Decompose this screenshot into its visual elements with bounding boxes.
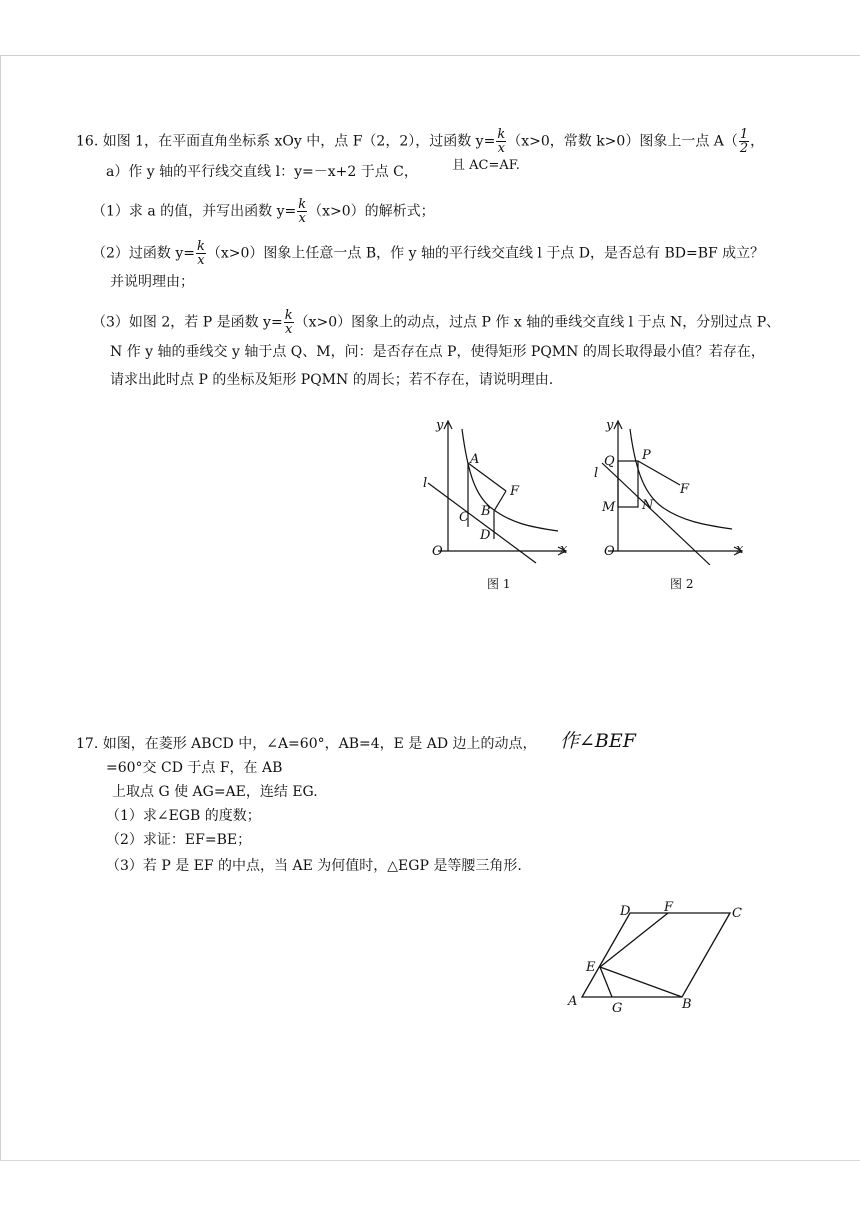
label-F: F: [680, 482, 690, 497]
fraction-k-over-x: $\frac{k}{x}$: [284, 308, 293, 337]
q17-line2: =60°交 CD 于点 F，在 AB: [106, 760, 283, 776]
q17-part2: （2）求证：EF=BE；: [106, 832, 252, 848]
label-C: C: [459, 510, 469, 525]
label-x: x: [560, 542, 568, 557]
q17-part3: （3）若 P 是 EF 的中点，当 AE 为何值时，△EGP 是等腰三角形.: [106, 858, 522, 874]
q16-part1: （1）求 a 的值，并写出函数 y= $\frac{k}{x}$ （x>0）的解析式；: [92, 197, 435, 226]
label-B: B: [682, 997, 692, 1012]
q16-figure2: [592, 415, 752, 565]
rectangle-PQMN: [618, 461, 638, 507]
q16-text: 如图 1，在平面直角坐标系 xOy 中，点 F（2，2），过函数 y=: [102, 133, 496, 150]
label-D: D: [480, 528, 491, 543]
label-M: M: [602, 500, 616, 515]
left-border: [0, 55, 1, 1160]
fraction-k-over-x: $\frac{k}{x}$: [298, 197, 307, 226]
label-O: O: [432, 544, 443, 559]
top-border: [0, 55, 860, 56]
segment-FB: [494, 491, 506, 511]
q16-part3-cont1: N 作 y 轴的垂线交 y 轴于点 Q、M，问：是否存在点 P，使得矩形 PQMN 的周长取得最小值？若存在，: [110, 344, 765, 360]
label-A: A: [568, 994, 578, 1009]
label-Q: Q: [604, 454, 615, 469]
label-D: D: [620, 904, 631, 919]
hyperbola-curve: [630, 429, 732, 529]
q16-part2: （2）过函数 y= $\frac{k}{x}$ （x>0）图象上任意一点 B，作 y 轴的平行线交直线 l 于点 D，是否总有 BD=BF 成立？: [92, 239, 765, 268]
q16-part2-cont: 并说明理由；: [110, 274, 194, 290]
label-x: x: [736, 542, 744, 557]
label-F: F: [664, 900, 674, 915]
segment-EF: [600, 913, 668, 967]
figure1-caption: 图 1: [487, 577, 511, 591]
q16-number: 16.: [76, 133, 99, 150]
q17-line1-large: 作∠BEF: [560, 730, 636, 752]
q16-part3: （3）如图 2，若 P 是函数 y= $\frac{k}{x}$ （x>0）图象上的动点，过点 P 作 x 轴的垂线交直线 l 于点 N，分别过点 P、: [92, 308, 781, 337]
label-y: y: [606, 418, 614, 433]
q17-line1: 17. 如图，在菱形 ABCD 中，∠A=60°，AB=4，E 是 AD 边上的动点，: [76, 736, 537, 752]
label-l: l: [423, 476, 428, 491]
fraction-k-over-x: $\frac{k}{x}$: [197, 239, 205, 268]
q16-figure1: [418, 415, 578, 565]
segment-EB: [600, 967, 682, 997]
label-C: C: [732, 906, 742, 921]
label-G: G: [612, 1001, 623, 1016]
label-O: O: [604, 544, 615, 559]
segment-PF: [638, 461, 680, 485]
q17-line3: 上取点 G 使 AG=AE，连结 EG.: [112, 784, 318, 800]
hyperbola-curve: [462, 429, 558, 531]
q16-line2: a）作 y 轴的平行线交直线 l：y=－x+2 于点 C，: [106, 164, 418, 180]
q17-number: 17.: [76, 736, 99, 752]
rhombus-ABCD: [582, 913, 730, 997]
q17-rhombus-figure: [560, 895, 760, 1020]
label-E: E: [586, 960, 596, 975]
fraction-one-half: $\frac{1}{2}$: [739, 127, 749, 156]
q16-text: （x>0，常数 k>0）图象上一点 A（: [507, 133, 738, 150]
label-A: A: [470, 452, 480, 467]
label-N: N: [642, 498, 654, 513]
fraction-k-over-x: $\frac{k}{x}$: [497, 127, 506, 156]
label-l: l: [594, 466, 599, 481]
figure2-caption: 图 2: [670, 577, 694, 591]
q16-line2b: 且 AC=AF.: [452, 158, 520, 173]
segment-EG: [600, 967, 612, 997]
q16-line1: 16. 如图 1，在平面直角坐标系 xOy 中，点 F（2，2），过函数 y= $\frac{k}{x}$ （x>0，常数 k>0）图象上一点 A（ $\frac{1}{2}$ ，: [76, 127, 765, 156]
segment-AF: [468, 463, 506, 491]
label-F: F: [510, 484, 520, 499]
q17-part1: （1）求∠EGB 的度数；: [106, 808, 261, 824]
bottom-border: [0, 1160, 860, 1161]
label-y: y: [436, 418, 444, 433]
label-P: P: [642, 448, 651, 463]
q16-part3-cont2: 请求出此时点 P 的坐标及矩形 PQMN 的周长；若不存在，请说明理由.: [110, 372, 554, 388]
label-B: B: [481, 504, 491, 519]
